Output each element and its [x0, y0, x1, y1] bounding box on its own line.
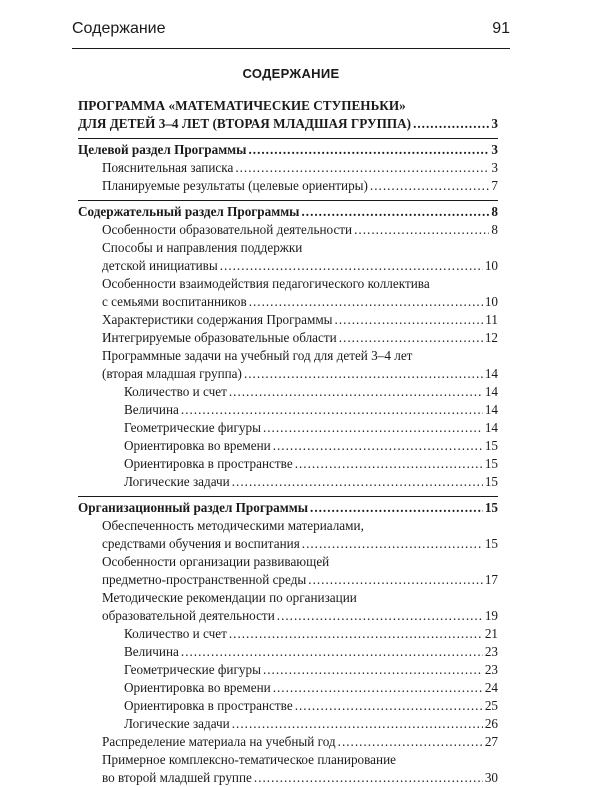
- toc-page-number: 24: [484, 680, 498, 695]
- toc-page-number: 15: [484, 536, 498, 551]
- toc-page-number: 8: [491, 204, 498, 219]
- table-of-contents: [78, 97, 498, 787]
- toc-entry[interactable]: Способы и направления поддержки детской инициативы ..... 10: [78, 239, 498, 275]
- toc-section-org[interactable]: Организационный раздел Программы ..... 15: [78, 499, 498, 517]
- toc-page-number: 3: [491, 116, 498, 131]
- toc-page-number: 11: [485, 312, 498, 327]
- toc-entry[interactable]: Программные задачи на учебный год для детей 3–4 лет (вторая младшая группа) ..... 14: [78, 347, 498, 383]
- toc-entry[interactable]: Распределение материала на учебный год ..... 27: [78, 733, 498, 751]
- toc-subentry[interactable]: Величина ..... 23: [78, 643, 498, 661]
- toc-page-number: 26: [484, 716, 498, 731]
- toc-entry[interactable]: Особенности образовательной деятельности ..... 8: [78, 221, 498, 239]
- toc-page-number: 15: [484, 500, 498, 515]
- toc-page-number: 27: [484, 734, 498, 749]
- running-header-title: Содержание: [72, 20, 166, 37]
- toc-page-number: 15: [484, 438, 498, 453]
- toc-entry[interactable]: Методические рекомендации по организации образовательной деятельности ..... 19: [78, 589, 498, 625]
- toc-subentry[interactable]: Величина ..... 14: [78, 401, 498, 419]
- toc-page-number: 23: [484, 644, 498, 659]
- toc-section-content[interactable]: Содержательный раздел Программы ..... 8: [78, 203, 498, 221]
- toc-entry-program[interactable]: ПРОГРАММА «МАТЕМАТИЧЕСКИЕ СТУПЕНЬКИ» ДЛЯ ДЕТЕЙ 3–4 ЛЕТ (ВТОРАЯ МЛАДШАЯ ГРУППА) ..... 3: [78, 97, 498, 133]
- toc-subentry[interactable]: Логические задачи ..... 15: [78, 473, 498, 491]
- page-number: 91: [492, 20, 510, 37]
- toc-page-number: 14: [484, 420, 498, 435]
- toc-entry[interactable]: Обеспеченность методическими материалами, средствами обучения и воспитания ..... 15: [78, 517, 498, 553]
- toc-page-number: 14: [484, 402, 498, 417]
- toc-subentry[interactable]: Геометрические фигуры ..... 14: [78, 419, 498, 437]
- toc-entry[interactable]: Планируемые результаты (целевые ориентиры) ..... 7: [78, 177, 498, 195]
- toc-page-number: 14: [484, 384, 498, 399]
- contents-title: СОДЕРЖАНИЕ: [242, 66, 340, 81]
- section-divider: [78, 496, 498, 497]
- toc-page-number: 30: [484, 770, 498, 785]
- toc-subentry[interactable]: Количество и счет ..... 21: [78, 625, 498, 643]
- toc-page-number: 8: [491, 222, 498, 237]
- toc-page-number: 14: [484, 366, 498, 381]
- toc-page-number: 3: [491, 142, 498, 157]
- toc-entry[interactable]: Особенности организации развивающей предметно-пространственной среды ..... 17: [78, 553, 498, 589]
- toc-page-number: 12: [484, 330, 498, 345]
- toc-subentry[interactable]: Количество и счет ..... 14: [78, 383, 498, 401]
- toc-page-number: 10: [484, 258, 498, 273]
- toc-page-number: 21: [484, 626, 498, 641]
- toc-entry[interactable]: Характеристики содержания Программы ..... 11: [78, 311, 498, 329]
- toc-page-number: 23: [484, 662, 498, 677]
- toc-page-number: 3: [491, 160, 498, 175]
- toc-entry[interactable]: Особенности взаимодействия педагогического коллектива с семьями воспитанников ..... 10: [78, 275, 498, 311]
- toc-page-number: 15: [484, 474, 498, 489]
- toc-section-target[interactable]: Целевой раздел Программы ..... 3: [78, 141, 498, 159]
- toc-page-number: 17: [484, 572, 498, 587]
- toc-entry[interactable]: Интегрируемые образовательные области ..... 12: [78, 329, 498, 347]
- section-divider: [78, 200, 498, 201]
- toc-entry[interactable]: Пояснительная записка ..... 3: [78, 159, 498, 177]
- toc-subentry[interactable]: Геометрические фигуры ..... 23: [78, 661, 498, 679]
- toc-subentry[interactable]: Ориентировка во времени ..... 15: [78, 437, 498, 455]
- toc-subentry[interactable]: Ориентировка во времени ..... 24: [78, 679, 498, 697]
- toc-subentry[interactable]: Ориентировка в пространстве ..... 25: [78, 697, 498, 715]
- toc-entry[interactable]: Примерное комплексно-тематическое планирование во второй младшей группе ..... 30: [78, 751, 498, 787]
- toc-subentry[interactable]: Ориентировка в пространстве ..... 15: [78, 455, 498, 473]
- toc-page-number: 25: [484, 698, 498, 713]
- toc-subentry[interactable]: Логические задачи ..... 26: [78, 715, 498, 733]
- toc-page-number: 15: [484, 456, 498, 471]
- running-header: [72, 20, 510, 38]
- toc-page-number: 19: [484, 608, 498, 623]
- section-divider: [78, 138, 498, 139]
- toc-page-number: 10: [484, 294, 498, 309]
- toc-page-number: 7: [491, 178, 498, 193]
- header-rule: [72, 48, 510, 49]
